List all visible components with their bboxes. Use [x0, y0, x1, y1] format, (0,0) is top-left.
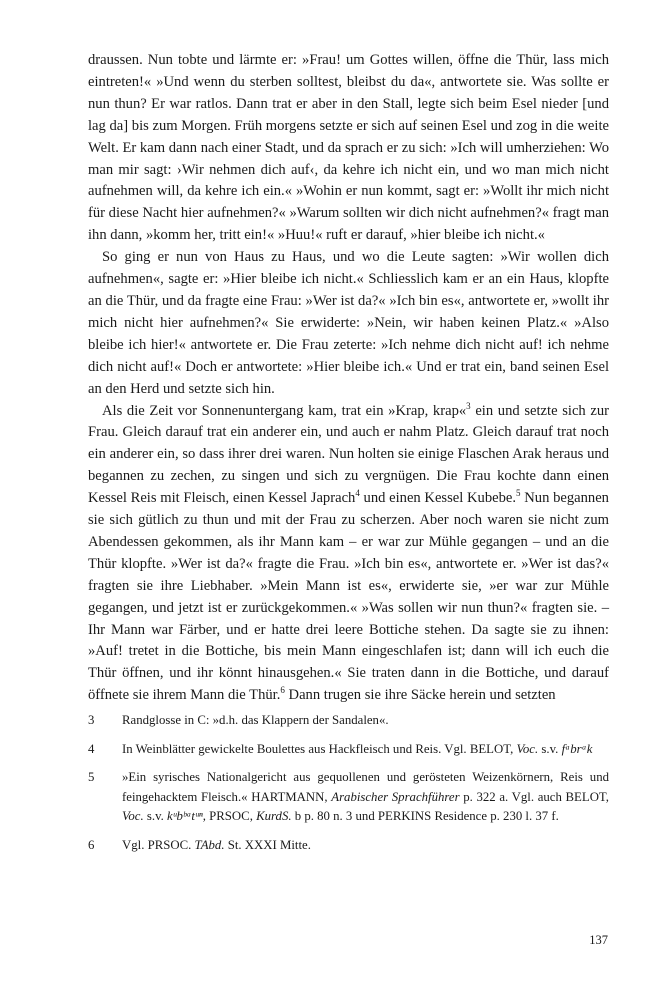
footnote-ref-3[interactable]: 3 — [466, 400, 471, 411]
body-text — [88, 50, 609, 707]
footnote-italic-segment: TAbd. — [194, 837, 225, 852]
footnote-3 — [88, 711, 609, 731]
footnote-ref-5[interactable]: 5 — [516, 488, 521, 499]
paragraph-2: So ging er nun von Haus zu Haus, und wo die Leute sagten: »Wir wollen dich aufnehmen«, sagte er: »Hier bleibe ich nicht.« Schliesslich kam er an ein Haus, klopfte an die Thür, und da fragte eine Frau: »Wer ist da?« »Ich bin es«, antwortete er, »wollt ihr mich nicht hier aufnehmen?« Sie erwiderte: »Nein, wir haben keinen Platz.« »Also bleibe ich hier!« antwortete er. Die Frau zeterte: »Ich nehme dich nicht auf! ich nehme dich nicht auf!« Doch er antwortete: »Hier bleibe ich.« Und er trat ein, band seinen Esel an den Herd und setzte sich hin. — [88, 249, 609, 397]
footnote-number: 3 — [88, 713, 95, 728]
paragraph-3-part-3: und einen Kessel Kubebe. — [359, 490, 517, 507]
footnote-segment: p. 322 a. Vgl. auch BELOT, — [459, 789, 610, 804]
paragraph-3-part-5: Dann trugen sie ihre Säcke herein und setzten — [284, 687, 556, 704]
footnote-segment: Randglosse in C: »d.h. das Klappern der Sandalen«. — [122, 713, 389, 728]
footnote-italic-segment: kᵘbᵇᵃtᵘⁿ, — [167, 809, 206, 824]
footnote-segment: Vgl. PRSOC. — [122, 837, 195, 852]
footnote-segment: s.v. — [538, 741, 562, 756]
footnote-segment: In Weinblätter gewickelte Boulettes aus Hackfleisch und Reis. Vgl. BELOT, — [122, 741, 517, 756]
paragraph-1: draussen. Nun tobte und lärmte er: »Frau! um Gottes willen, öffne die Thür, lass mich eintreten!« »Und wenn du sterben solltest, bleibst du da«, antwortete sie. Was sollte er nun thun? Er war ratlos. Dann trat er aber in den Stall, legte sich beim Esel nieder [und lag da] bis zum Morgen. Früh morgens setzte er sich auf seinen Esel und zog in die weite Welt. Er kam dann nach einer Stadt, und da sprach er zu sich: »Ich will umherziehen: Wo man mir sagt: ›Wir nehmen dich auf‹, da kehre ich nicht ein, und wo man mich nicht aufnehmen will, da kehre ich ein.« »Wohin er nun kommt, sagt er: »Wollt ihr mich nicht für diese Nacht hier aufnehmen?« »Warum sollten wir dich nicht aufnehmen?« fragt man ihn dann, »komm her, tritt ein!« »Huu!« ruft er darauf, »hier bleibe ich nicht.« — [88, 52, 609, 244]
paragraph-3-part-4: Nun begannen sie sich gütlich zu thun und mit der Frau zu scherzen. Aber noch waren sie nicht zum Abendessen gekommen, als ihr Mann kam – er war zur Mühle gegangen – und an die Thür klopfte. »Wer ist da?« fragte die Frau. »Ich bin es«, antwortete er. »Wer ist das?« fragten sie ihre Liebhaber. »Mein Mann ist es«, erwiderte sie, »er war zur Mühle gegangen, und jetzt ist er zurückgekommen.« »Was sollen wir nun thun?« fragten sie. – Ihr Mann war Färber, und er hatte drei leere Bottiche stehen. Da sagte sie zu ihnen: »Auf! tretet in die Bottiche, bis mein Mann eingeschlafen ist; dann will ich euch die Thür öffnen, und ihr könnt hinausgehen.« Sie traten dann in die Bottiche, und darauf öffnete sie ihrem Mann die Thür. — [88, 490, 609, 704]
footnote-text — [122, 740, 609, 760]
footnote-segment: »Ein syrisches Nationalgericht aus gequollenen und gerösteten Weizenkörnern, Reis und feingehacktem Fleisch.« HARTMANN, — [122, 770, 609, 804]
footnote-italic-segment: KurdS. — [256, 809, 292, 824]
footnote-segment: PRSOC, — [205, 809, 257, 824]
footnotes — [88, 711, 609, 855]
paragraph-3-part-1: Als die Zeit vor Sonnenuntergang kam, trat ein »Krap, krap« — [102, 402, 467, 419]
footnote-ref-4[interactable]: 4 — [355, 488, 360, 499]
footnote-italic-segment: Voc. — [516, 741, 539, 756]
footnote-segment: St. XXXI Mitte. — [224, 837, 311, 852]
footnote-5 — [88, 768, 609, 827]
footnote-italic-segment: Voc. — [122, 809, 144, 824]
paragraph-3 — [88, 401, 609, 708]
page-number: 137 — [589, 933, 608, 947]
paragraph-3-part-2: ein und setzte sich zur Frau. Gleich darauf trat ein anderer ein, und auch er nahm Platz. Gleich darauf trat noch ein anderer ein, so dass ihrer drei waren. Nun holten sie einige Flaschen Arak heraus und begannen zu zechen, zu singen und sich zu vergnügen. Die Frau kochte dann einen Kessel Reis mit Fleisch, einen Kessel Japrach — [88, 402, 609, 507]
footnote-4 — [88, 740, 609, 760]
footnote-ref-6[interactable]: 6 — [280, 685, 285, 696]
footnote-italic-segment: fᵃbrᵃk — [561, 741, 593, 756]
footnote-number: 6 — [88, 837, 95, 852]
footnote-number: 5 — [88, 770, 95, 785]
footnote-segment: s.v. — [143, 809, 168, 824]
footnote-text — [122, 836, 609, 856]
footnote-italic-segment: Arabischer Sprachführer — [331, 789, 460, 804]
footnote-6 — [88, 836, 609, 856]
footnote-number: 4 — [88, 741, 95, 756]
footnote-segment: b p. 80 n. 3 und PERKINS Residence p. 230 l. 37 f. — [291, 809, 559, 824]
footnote-text — [122, 768, 609, 827]
page-content — [88, 50, 609, 864]
footnote-text — [122, 711, 609, 731]
